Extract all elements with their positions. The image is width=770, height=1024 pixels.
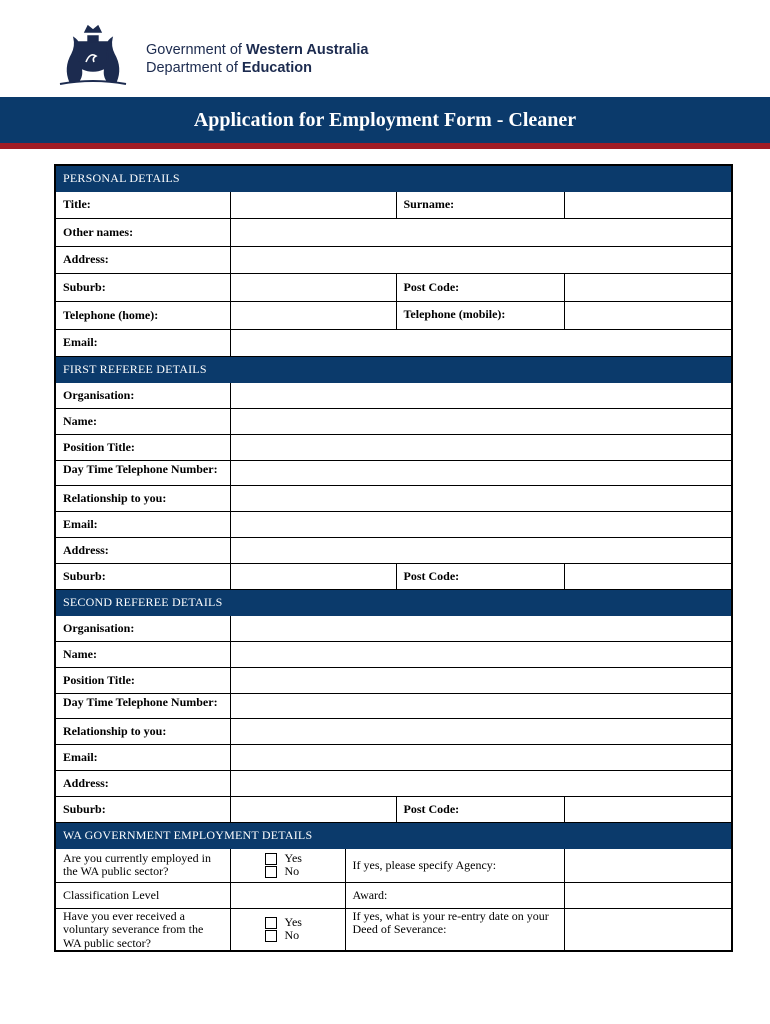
ref1-email-label: Email: (55, 511, 230, 537)
ref2-name-field[interactable] (230, 641, 732, 667)
ref2-address-label: Address: (55, 770, 230, 796)
suburb-label: Suburb: (55, 273, 230, 301)
ref2-name-label: Name: (55, 641, 230, 667)
ref2-relationship-field[interactable] (230, 718, 732, 744)
telephone-home-field[interactable] (230, 301, 396, 329)
ref1-suburb-label: Suburb: (55, 563, 230, 589)
ref1-name-field[interactable] (230, 408, 732, 434)
ref1-position-label: Position Title: (55, 434, 230, 460)
ref2-day-telephone-label: Day Time Telephone Number: (55, 693, 230, 718)
severance-yes-checkbox[interactable] (265, 917, 277, 929)
page-title: Application for Employment Form - Cleaner (193, 109, 577, 131)
title-field[interactable] (230, 191, 396, 218)
employed-yes-label: Yes (284, 851, 302, 865)
employed-question: Are you currently employed in the WA public sector? (55, 848, 230, 882)
reentry-label: If yes, what is your re-entry date on your Deed of Severance: (345, 908, 564, 951)
ref2-post-code-field[interactable] (564, 796, 732, 822)
ref2-email-field[interactable] (230, 744, 732, 770)
org-name: Government of Western Australia (146, 42, 369, 58)
email-label: Email: (55, 329, 230, 356)
severance-yes-label: Yes (284, 915, 302, 930)
telephone-home-label: Telephone (home): (55, 301, 230, 329)
address-label: Address: (55, 246, 230, 273)
ref2-day-telephone-field[interactable] (230, 693, 732, 718)
ref1-email-field[interactable] (230, 511, 732, 537)
post-code-field[interactable] (564, 273, 732, 301)
ref2-organisation-field[interactable] (230, 615, 732, 641)
ref1-organisation-field[interactable] (230, 382, 732, 408)
section-personal-details: PERSONAL DETAILS (55, 165, 732, 191)
title-label: Title: (55, 191, 230, 218)
ref1-relationship-label: Relationship to you: (55, 485, 230, 511)
header-logo (52, 22, 412, 92)
employed-yes-option[interactable] (265, 852, 338, 865)
post-code-label: Post Code: (396, 273, 564, 301)
suburb-field[interactable] (230, 273, 396, 301)
telephone-mobile-field[interactable] (564, 301, 732, 329)
other-names-field[interactable] (230, 218, 732, 246)
ref1-day-telephone-label: Day Time Telephone Number: (55, 460, 230, 485)
employed-no-option[interactable] (265, 865, 338, 878)
employed-no-label: No (284, 864, 300, 878)
ref2-position-field[interactable] (230, 667, 732, 693)
award-label: Award: (345, 882, 564, 908)
ref1-post-code-label: Post Code: (396, 563, 564, 589)
ref1-address-field[interactable] (230, 537, 732, 563)
severance-no-checkbox[interactable] (265, 930, 277, 942)
surname-field[interactable] (564, 191, 732, 218)
ref1-organisation-label: Organisation: (55, 382, 230, 408)
section-wa-government: WA GOVERNMENT EMPLOYMENT DETAILS (55, 822, 732, 848)
department-name: Department of Education (146, 60, 313, 76)
award-field[interactable] (564, 882, 732, 908)
severance-question: Have you ever received a voluntary severance from the WA public sector? (55, 908, 230, 951)
other-names-label: Other names: (55, 218, 230, 246)
section-second-referee: SECOND REFEREE DETAILS (55, 589, 732, 615)
ref2-suburb-label: Suburb: (55, 796, 230, 822)
ref1-suburb-field[interactable] (230, 563, 396, 589)
employed-no-checkbox[interactable] (265, 866, 277, 878)
agency-label: If yes, please specify Agency: (345, 848, 564, 882)
agency-field[interactable] (564, 848, 732, 882)
severance-no-option[interactable] (265, 929, 338, 942)
ref2-suburb-field[interactable] (230, 796, 396, 822)
severance-options (230, 908, 345, 951)
surname-label: Surname: (396, 191, 564, 218)
ref2-address-field[interactable] (230, 770, 732, 796)
ref2-relationship-label: Relationship to you: (55, 718, 230, 744)
severance-yes-option[interactable] (265, 916, 338, 929)
email-field[interactable] (230, 329, 732, 356)
reentry-field[interactable] (564, 908, 732, 951)
ref2-position-label: Position Title: (55, 667, 230, 693)
ref2-email-label: Email: (55, 744, 230, 770)
address-field[interactable] (230, 246, 732, 273)
ref1-address-label: Address: (55, 537, 230, 563)
ref1-name-label: Name: (55, 408, 230, 434)
ref1-relationship-field[interactable] (230, 485, 732, 511)
classification-label: Classification Level (55, 882, 230, 908)
application-form (54, 164, 733, 952)
classification-field[interactable] (230, 882, 345, 908)
ref1-position-field[interactable] (230, 434, 732, 460)
employed-yes-checkbox[interactable] (265, 853, 277, 865)
ref1-post-code-field[interactable] (564, 563, 732, 589)
ref2-organisation-label: Organisation: (55, 615, 230, 641)
wa-crest-icon (52, 22, 134, 88)
telephone-mobile-label: Telephone (mobile): (396, 301, 564, 329)
severance-no-label: No (284, 928, 300, 943)
employed-options (230, 848, 345, 882)
banner-red-stripe (0, 143, 770, 149)
ref2-post-code-label: Post Code: (396, 796, 564, 822)
ref1-day-telephone-field[interactable] (230, 460, 732, 485)
section-first-referee: FIRST REFEREE DETAILS (55, 356, 732, 382)
